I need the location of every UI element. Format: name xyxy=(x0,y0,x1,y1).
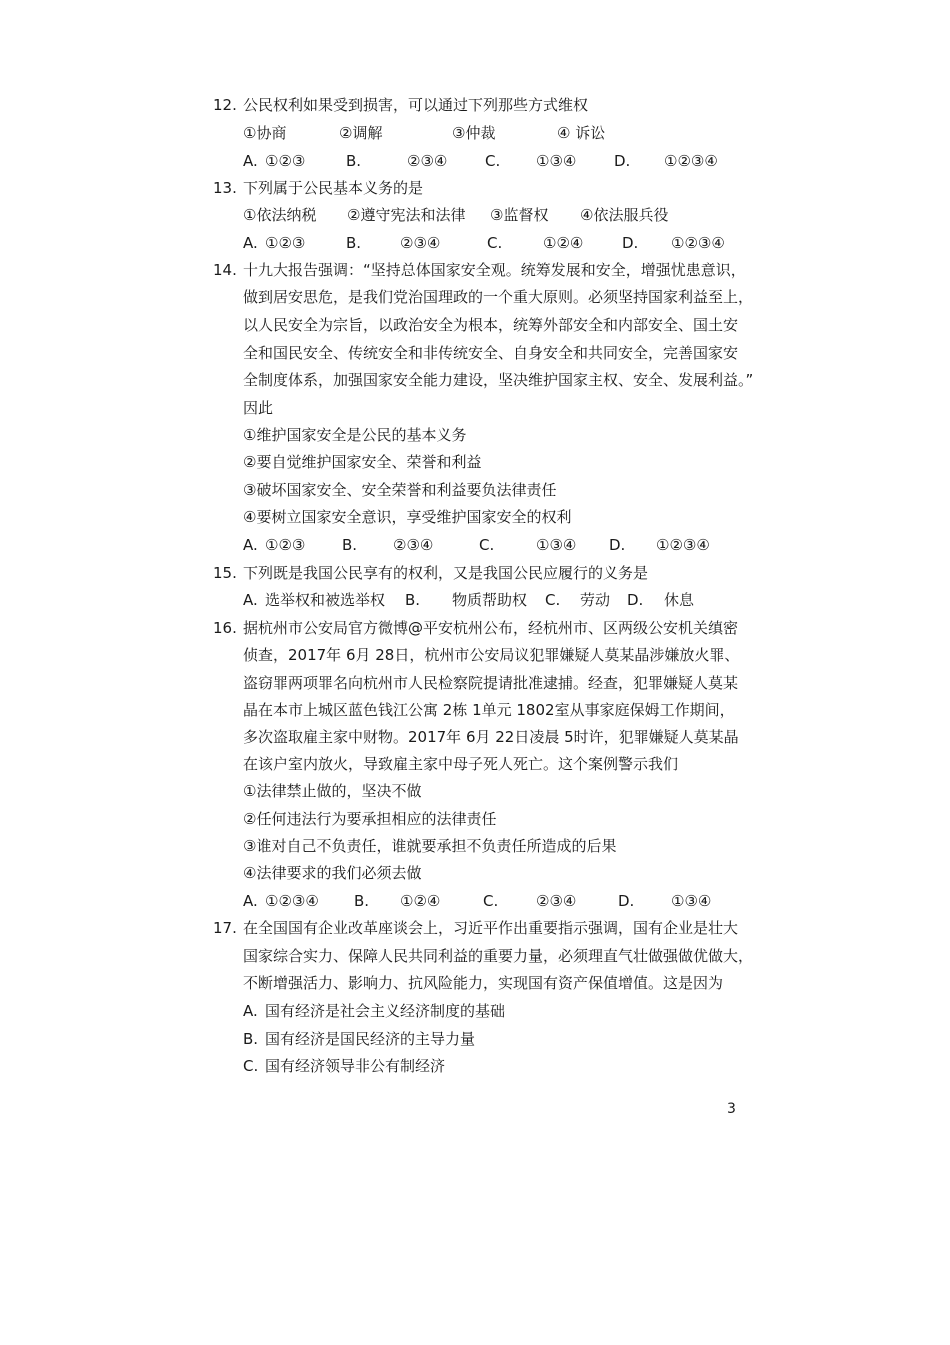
option-text: ①③④ xyxy=(536,152,577,170)
option-text: 劳动 xyxy=(580,591,611,609)
option-key: B. xyxy=(346,234,362,252)
option-text: ①②③④ xyxy=(664,152,718,170)
item: ①协商 xyxy=(243,124,287,142)
item: ④法律要求的我们必须去做 xyxy=(243,864,422,882)
question-stem: 公民权利如果受到损害，可以通过下列那些方式维权 xyxy=(243,96,589,114)
option-text: ②③④ xyxy=(400,234,441,252)
option-key: B. xyxy=(342,536,358,554)
option-text: ①②③ xyxy=(265,536,306,554)
option-key: D. xyxy=(618,892,635,910)
item: ②任何违法行为要承担相应的法律责任 xyxy=(243,810,497,828)
question-number: 15. xyxy=(213,564,237,582)
option-key: A. xyxy=(243,1002,258,1020)
question-stem-line: 十九大报告强调：“坚持总体国家安全观。统筹发展和安全，增强忧患意识， xyxy=(243,261,746,279)
option-key: B. xyxy=(405,591,421,609)
option-key: C. xyxy=(485,152,501,170)
option-text: 国有经济领导非公有制经济 xyxy=(265,1057,446,1075)
option-key: C. xyxy=(479,536,495,554)
option-key: D. xyxy=(627,591,644,609)
question-stem-line: 多次盗取雇主家中财物。2017年 6月 22日凌晨 5时许，犯罪嫌疑人莫某晶 xyxy=(243,728,739,746)
option-key: A. xyxy=(243,152,258,170)
option-key: A. xyxy=(243,536,258,554)
item: ③破坏国家安全、安全荣誉和利益要负法律责任 xyxy=(243,481,557,499)
option-text: 休息 xyxy=(664,591,695,609)
item: ②要自觉维护国家安全、荣誉和利益 xyxy=(243,453,482,471)
option-key: D. xyxy=(614,152,631,170)
item: ④ 诉讼 xyxy=(557,124,606,142)
option-text: ①②③④ xyxy=(265,892,319,910)
question-stem-line: 晶在本市上城区蓝色钱江公寓 2栋 1单元 1802室从事家庭保姆工作期间， xyxy=(243,701,735,719)
question-stem: 下列既是我国公民享有的权利，又是我国公民应履行的义务是 xyxy=(243,564,649,582)
option-text: ①②③ xyxy=(265,234,306,252)
question-stem-line: 国家综合实力、保障人民共同利益的重要力量，必须理直气壮做强做优做大， xyxy=(243,947,754,965)
option-text: ②③④ xyxy=(407,152,448,170)
item: ②遵守宪法和法律 xyxy=(347,206,466,224)
option-key: C. xyxy=(243,1057,259,1075)
question-stem-line: 在全国国有企业改革座谈会上，习近平作出重要指示强调，国有企业是壮大 xyxy=(243,919,739,937)
question-stem-line: 以人民安全为宗旨，以政治安全为根本，统筹外部安全和内部安全、国土安 xyxy=(243,316,739,334)
option-text: 国有经济是国民经济的主导力量 xyxy=(265,1030,476,1048)
question-stem-line: 在该户室内放火，导致雇主家中母子死人死亡。这个案例警示我们 xyxy=(243,755,679,773)
question-stem-line: 全制度体系，加强国家安全能力建设，坚决维护国家主权、安全、发展利益。” xyxy=(243,371,754,389)
question-number: 12. xyxy=(213,96,237,114)
question-number: 17. xyxy=(213,919,237,937)
item: ③监督权 xyxy=(490,206,549,224)
option-key: D. xyxy=(609,536,626,554)
question-stem: 下列属于公民基本义务的是 xyxy=(243,179,424,197)
question-stem-line: 盗窃罪两项罪名向杭州市人民检察院提请批准逮捕。经查，犯罪嫌疑人莫某 xyxy=(243,674,739,692)
question-number: 13. xyxy=(213,179,237,197)
question-stem-line: 全和国民安全、传统安全和非传统安全、自身安全和共同安全，完善国家安 xyxy=(243,344,739,362)
option-text: ①②③ xyxy=(265,152,306,170)
option-key: A. xyxy=(243,591,258,609)
option-key: C. xyxy=(545,591,561,609)
option-text: ①③④ xyxy=(671,892,712,910)
item: ①维护国家安全是公民的基本义务 xyxy=(243,426,467,444)
question-stem-line: 据杭州市公安局官方微博@平安杭州公布，经杭州市、区两级公安机关缜密 xyxy=(243,619,739,637)
item: ③谁对自己不负责任，谁就要承担不负责任所造成的后果 xyxy=(243,837,617,855)
option-text: ①②③④ xyxy=(671,234,725,252)
option-key: B. xyxy=(243,1030,259,1048)
option-text: ②③④ xyxy=(536,892,577,910)
item: ④依法服兵役 xyxy=(580,206,669,224)
question-stem-line: 做到居安思危，是我们党治国理政的一个重大原则。必须坚持国家利益至上， xyxy=(243,288,754,306)
question-stem-line: 不断增强活力、影响力、抗风险能力，实现国有资产保值增值。这是因为 xyxy=(243,974,724,992)
option-key: B. xyxy=(354,892,370,910)
item: ②调解 xyxy=(339,124,383,142)
option-text: ①②④ xyxy=(543,234,584,252)
item: ①法律禁止做的，坚决不做 xyxy=(243,782,422,800)
option-text: ①②③④ xyxy=(656,536,710,554)
option-key: A. xyxy=(243,234,258,252)
item: ③仲裁 xyxy=(452,124,496,142)
option-text: 国有经济是社会主义经济制度的基础 xyxy=(265,1002,506,1020)
question-stem-line: 因此 xyxy=(243,399,274,417)
item: ①依法纳税 xyxy=(243,206,317,224)
option-key: D. xyxy=(622,234,639,252)
option-key: A. xyxy=(243,892,258,910)
option-text: ①②④ xyxy=(400,892,441,910)
question-number: 16. xyxy=(213,619,237,637)
option-text: 选举权和被选举权 xyxy=(265,591,386,609)
option-key: C. xyxy=(483,892,499,910)
item: ④要树立国家安全意识，享受维护国家安全的权利 xyxy=(243,508,572,526)
option-text: ①③④ xyxy=(536,536,577,554)
question-stem-line: 侦查，2017年 6月 28日，杭州市公安局议犯罪嫌疑人莫某晶涉嫌放火罪、 xyxy=(243,646,740,664)
option-key: B. xyxy=(346,152,362,170)
option-text: 物质帮助权 xyxy=(452,591,528,609)
option-text: ②③④ xyxy=(393,536,434,554)
option-key: C. xyxy=(487,234,503,252)
page-number: 3 xyxy=(727,1101,736,1117)
question-number: 14. xyxy=(213,261,237,279)
